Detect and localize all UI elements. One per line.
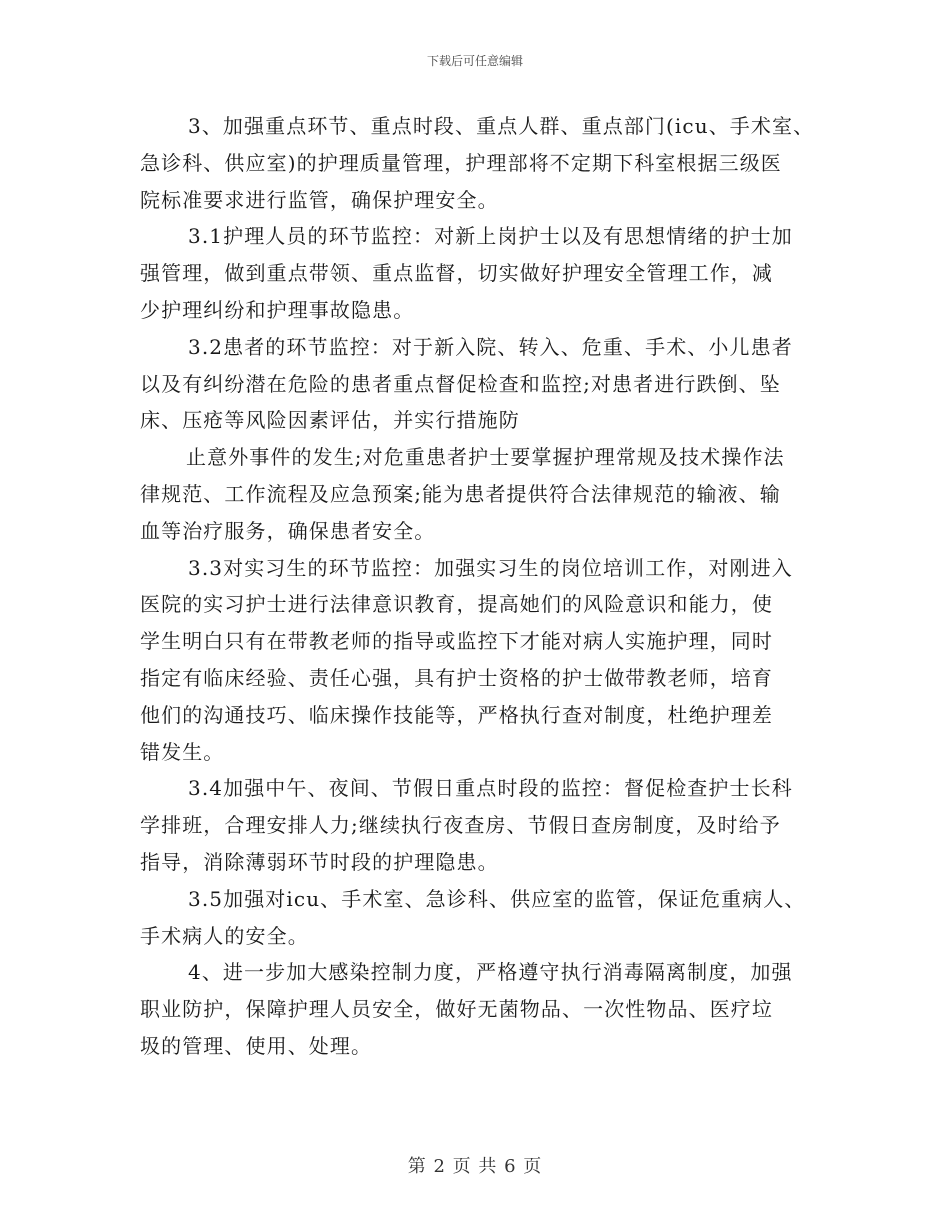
text-line: 4、进一步加大感染控制力度，严格遵守执行消毒隔离制度，加强 [188, 960, 793, 985]
text-line: 圾的管理、使用、处理。 [140, 1033, 373, 1058]
text-line: 血等治疗服务，确保患者安全。 [140, 518, 436, 543]
text-line: 床、压疮等风险因素评估，并实行措施防 [140, 408, 520, 433]
text-line: 3.4加强中午、夜间、节假日重点时段的监控：督促检查护士长科 [188, 776, 793, 801]
text-line: 3.5加强对icu、手术室、急诊科、供应室的监管，保证危重病人、 [188, 886, 806, 911]
text-line: 3.1护理人员的环节监控：对新上岗护士以及有思想情绪的护士加 [188, 224, 793, 249]
page-number: 第 2 页 共 6 页 [407, 1156, 543, 1177]
text-line: 学排班，合理安排人力;继续执行夜查房、节假日查房制度，及时给予 [140, 813, 781, 838]
text-line: 院标准要求进行监管，确保护理安全。 [140, 187, 499, 212]
text-line: 3.3对实习生的环节监控：加强实习生的岗位培训工作，对刚进入 [188, 555, 793, 580]
text-line: 3.2患者的环节监控：对于新入院、转入、危重、手术、小儿患者 [188, 334, 793, 359]
page-header: 下载后可任意编辑 [426, 54, 523, 68]
text-line: 止意外事件的发生;对危重患者护士要掌握护理常规及技术操作法 [186, 445, 785, 470]
text-line: 学生明白只有在带教老师的指导或监控下才能对病人实施护理，同时 [140, 629, 773, 654]
text-line: 他们的沟通技巧、临床操作技能等，严格执行查对制度，杜绝护理差 [140, 702, 773, 727]
text-line: 3、加强重点环节、重点时段、重点人群、重点部门(icu、手术室、 [188, 114, 815, 138]
text-line: 急诊科、供应室)的护理质量管理，护理部将不定期下科室根据三级医 [140, 150, 782, 175]
text-line: 少护理纠纷和护理事故隐患。 [140, 297, 415, 322]
text-line: 强管理，做到重点带领、重点监督，切实做好护理安全管理工作，减 [140, 261, 773, 286]
text-line: 手术病人的安全。 [140, 923, 309, 948]
text-line: 医院的实习护士进行法律意识教育，提高她们的风险意识和能力，使 [140, 592, 773, 617]
text-line: 错发生。 [140, 739, 225, 764]
text-line: 以及有纠纷潜在危险的患者重点督促检查和监控;对患者进行跌倒、坠 [140, 371, 781, 396]
text-line: 指导，消除薄弱环节时段的护理隐患。 [140, 849, 499, 874]
text-line: 律规范、工作流程及应急预案;能为患者提供符合法律规范的输液、输 [140, 481, 781, 506]
text-line: 指定有临床经验、责任心强，具有护士资格的护士做带教老师，培育 [140, 665, 773, 690]
document-body [140, 108, 840, 1065]
text-line: 职业防护，保障护理人员安全，做好无菌物品、一次性物品、医疗垃 [140, 997, 773, 1022]
